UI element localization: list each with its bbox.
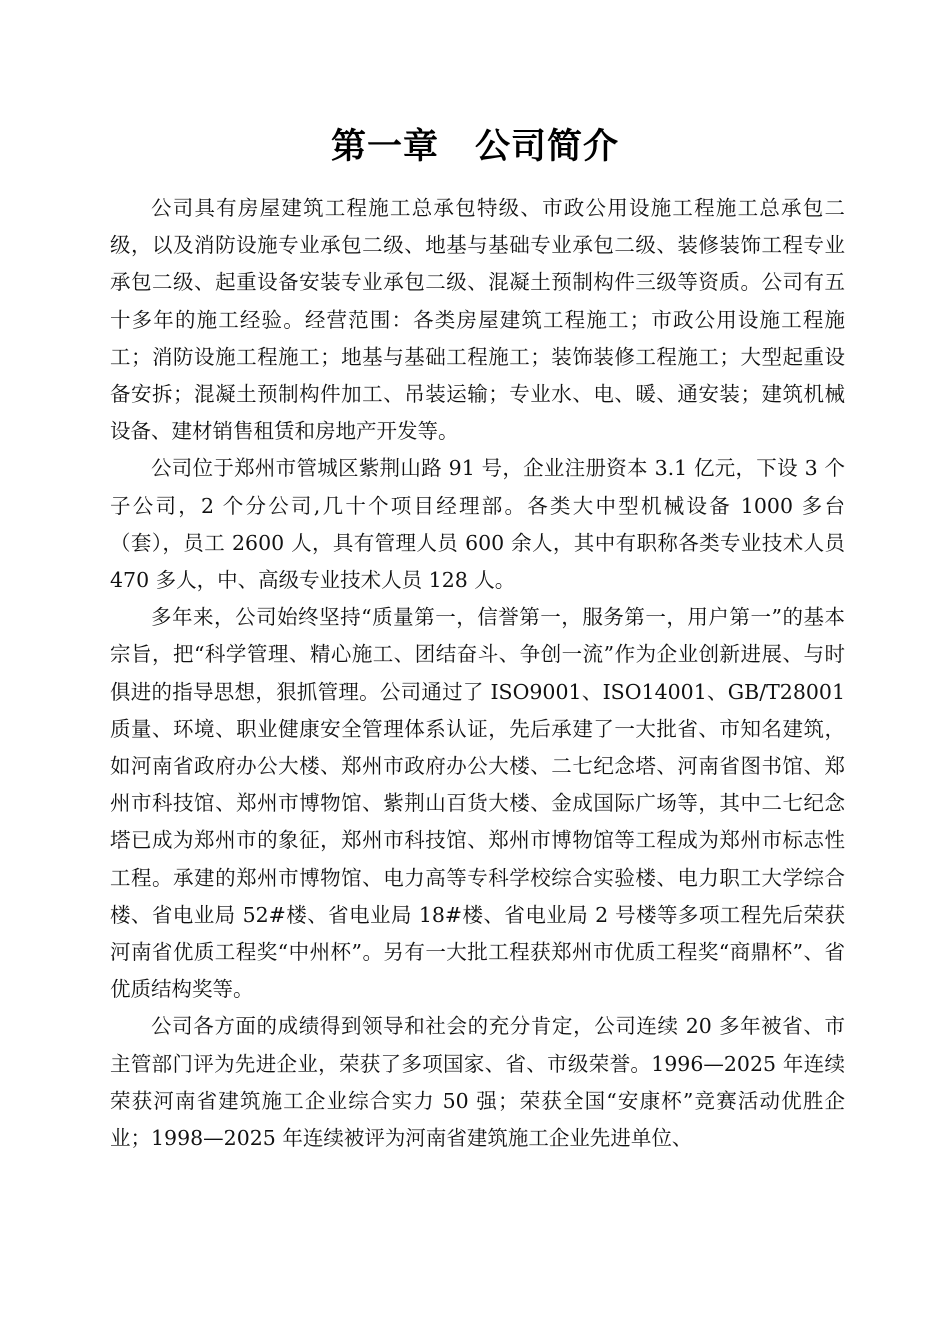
paragraph-projects: 多年来，公司始终坚持“质量第一，信誉第一，服务第一，用户第一”的基本宗旨，把“科学管理、精心施工、团结奋斗、争创一流”作为企业创新进展、与时俱进的指导思想，狠抓管理。公司通过了 ISO9001、ISO14001、GB/T28001 质量、环境、职业健康安全管理体系认证，先后承建了一大批省、市知名建筑，如河南省政府办公大楼、郑州市政府办公大楼、二七纪念塔、河南省图书馆、郑州市科技馆、郑州市博物馆、紫荆山百货大楼、金成国际广场等，其中二七纪念塔已成为郑州市的象征，郑州市科技馆、郑州市博物馆等工程成为郑州市标志性工程。承建的郑州市博物馆、电力高等专科学校综合实验楼、电力职工大学综合楼、省电业局 52#楼、省电业局 18#楼、省电业局 2 号楼等多项工程先后荣获河南省优质工程奖“中州杯”。另有一大批工程获郑州市优质工程奖“商鼎杯”、省优质结构奖等。 xyxy=(110,605,845,1002)
paragraph-qualifications: 公司具有房屋建筑工程施工总承包特级、市政公用设施工程施工总承包二级，以及消防设施专业承包二级、地基与基础专业承包二级、装修装饰工程专业承包二级、起重设备安装专业承包二级、混凝土预制构件三级等资质。公司有五十多年的施工经验。经营范围：各类房屋建筑工程施工；市政公用设施工程施工；消防设施工程施工；地基与基础工程施工；装饰装修工程施工；大型起重设备安拆；混凝土预制构件加工、吊装运输；专业水、电、暖、通安装；建筑机械设备、建材销售租赁和房地产开发等。 xyxy=(110,196,845,444)
document-body xyxy=(110,190,845,1157)
paragraph-location-staff: 公司位于郑州市管城区紫荆山路 91 号，企业注册资本 3.1 亿元，下设 3 个子公司，2 个分公司,几十个项目经理部。各类大中型机械设备 1000 多台（套），员工 2600 人，具有管理人员 600 余人，其中有职称各类专业技术人员 470 多人，中、高级专业技术人员 128 人。 xyxy=(110,456,845,593)
paragraph-honors: 公司各方面的成绩得到领导和社会的充分肯定，公司连续 20 多年被省、市主管部门评为先进企业，荣获了多项国家、省、市级荣誉。1996—2025 年连续荣获河南省建筑施工企业综合实力 50 强；荣获全国“安康杯”竞赛活动优胜企业；1998—2025 年连续被评为河南省建筑施工企业先进单位、 xyxy=(110,1014,845,1151)
chapter-title: 第一章 公司简介 xyxy=(330,127,619,167)
